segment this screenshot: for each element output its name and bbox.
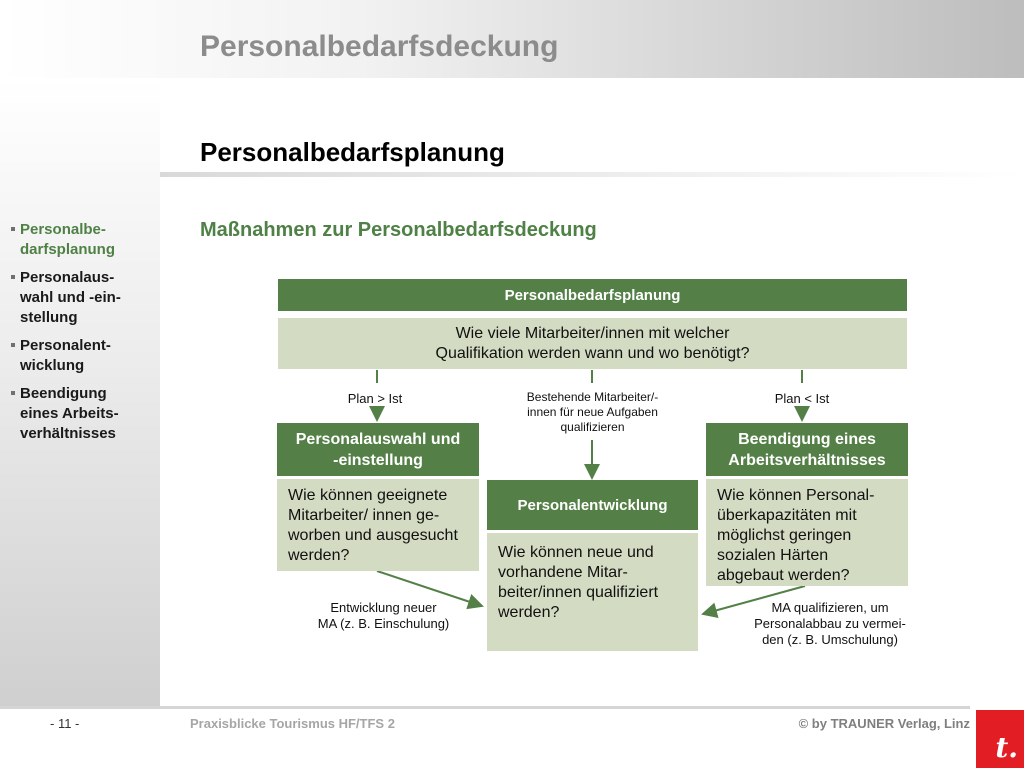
footer-divider [0,706,970,709]
planning-title-box: Personalbedarfsplanung [278,279,907,311]
middle-question-box: Wie können neue und vorhandene Mitar- beiter/innen qualifiziert werden? [487,533,698,651]
right-title-box: Beendigung eines Arbeitsverhältnisses [706,423,908,476]
label-qualify-retraining: MA qualifizieren, um Personalabbau zu vermei- den (z. B. Umschulung) [754,600,906,647]
slide-title: Personalbedarfsdeckung [200,30,559,63]
diagram-heading: Maßnahmen zur Personalbedarfsdeckung [200,219,597,241]
label-develop-new: Entwicklung neuer MA (z. B. Einschulung) [317,600,450,631]
sidebar-item-beendigung[interactable]: Beendigung eines Arbeits- verhältnisses [10,384,150,444]
sidebar-item-personalentwicklung[interactable]: Personalent- wicklung [10,336,150,376]
sidebar-item-personalbedarfsplanung[interactable]: Personalbe- darfsplanung [10,220,150,260]
sidebar-item-personalauswahl[interactable]: Personalaus- wahl und -ein- stellung [10,268,150,328]
label-plan-less: Plan < Ist [774,391,830,406]
page-number: - 11 - [50,716,80,731]
section-title: Personalbedarfsplanung [200,137,505,167]
planning-question-box: Wie viele Mitarbeiter/innen mit welcher Qualifikation werden wann und wo benötigt? [278,318,907,369]
footer-title: Praxisblicke Tourismus HF/TFS 2 [190,716,395,731]
left-question-box: Wie können geeignete Mitarbeiter/ innen ge- worben und ausgesucht werden? [277,479,479,571]
middle-title-box: Personalentwicklung [487,480,698,530]
label-qualify-existing: Bestehende Mitarbeiter/- innen für neue Aufgaben qualifizieren [526,390,659,434]
label-plan-greater: Plan > Ist [347,391,403,406]
left-title-box: Personalauswahl und -einstellung [277,423,479,476]
trauner-logo: t. [976,710,1024,768]
copyright: © by TRAUNER Verlag, Linz [798,716,970,731]
right-question-box: Wie können Personal- überkapazitäten mit möglichst geringen sozialen Härten abgebaut werden? [706,479,908,586]
